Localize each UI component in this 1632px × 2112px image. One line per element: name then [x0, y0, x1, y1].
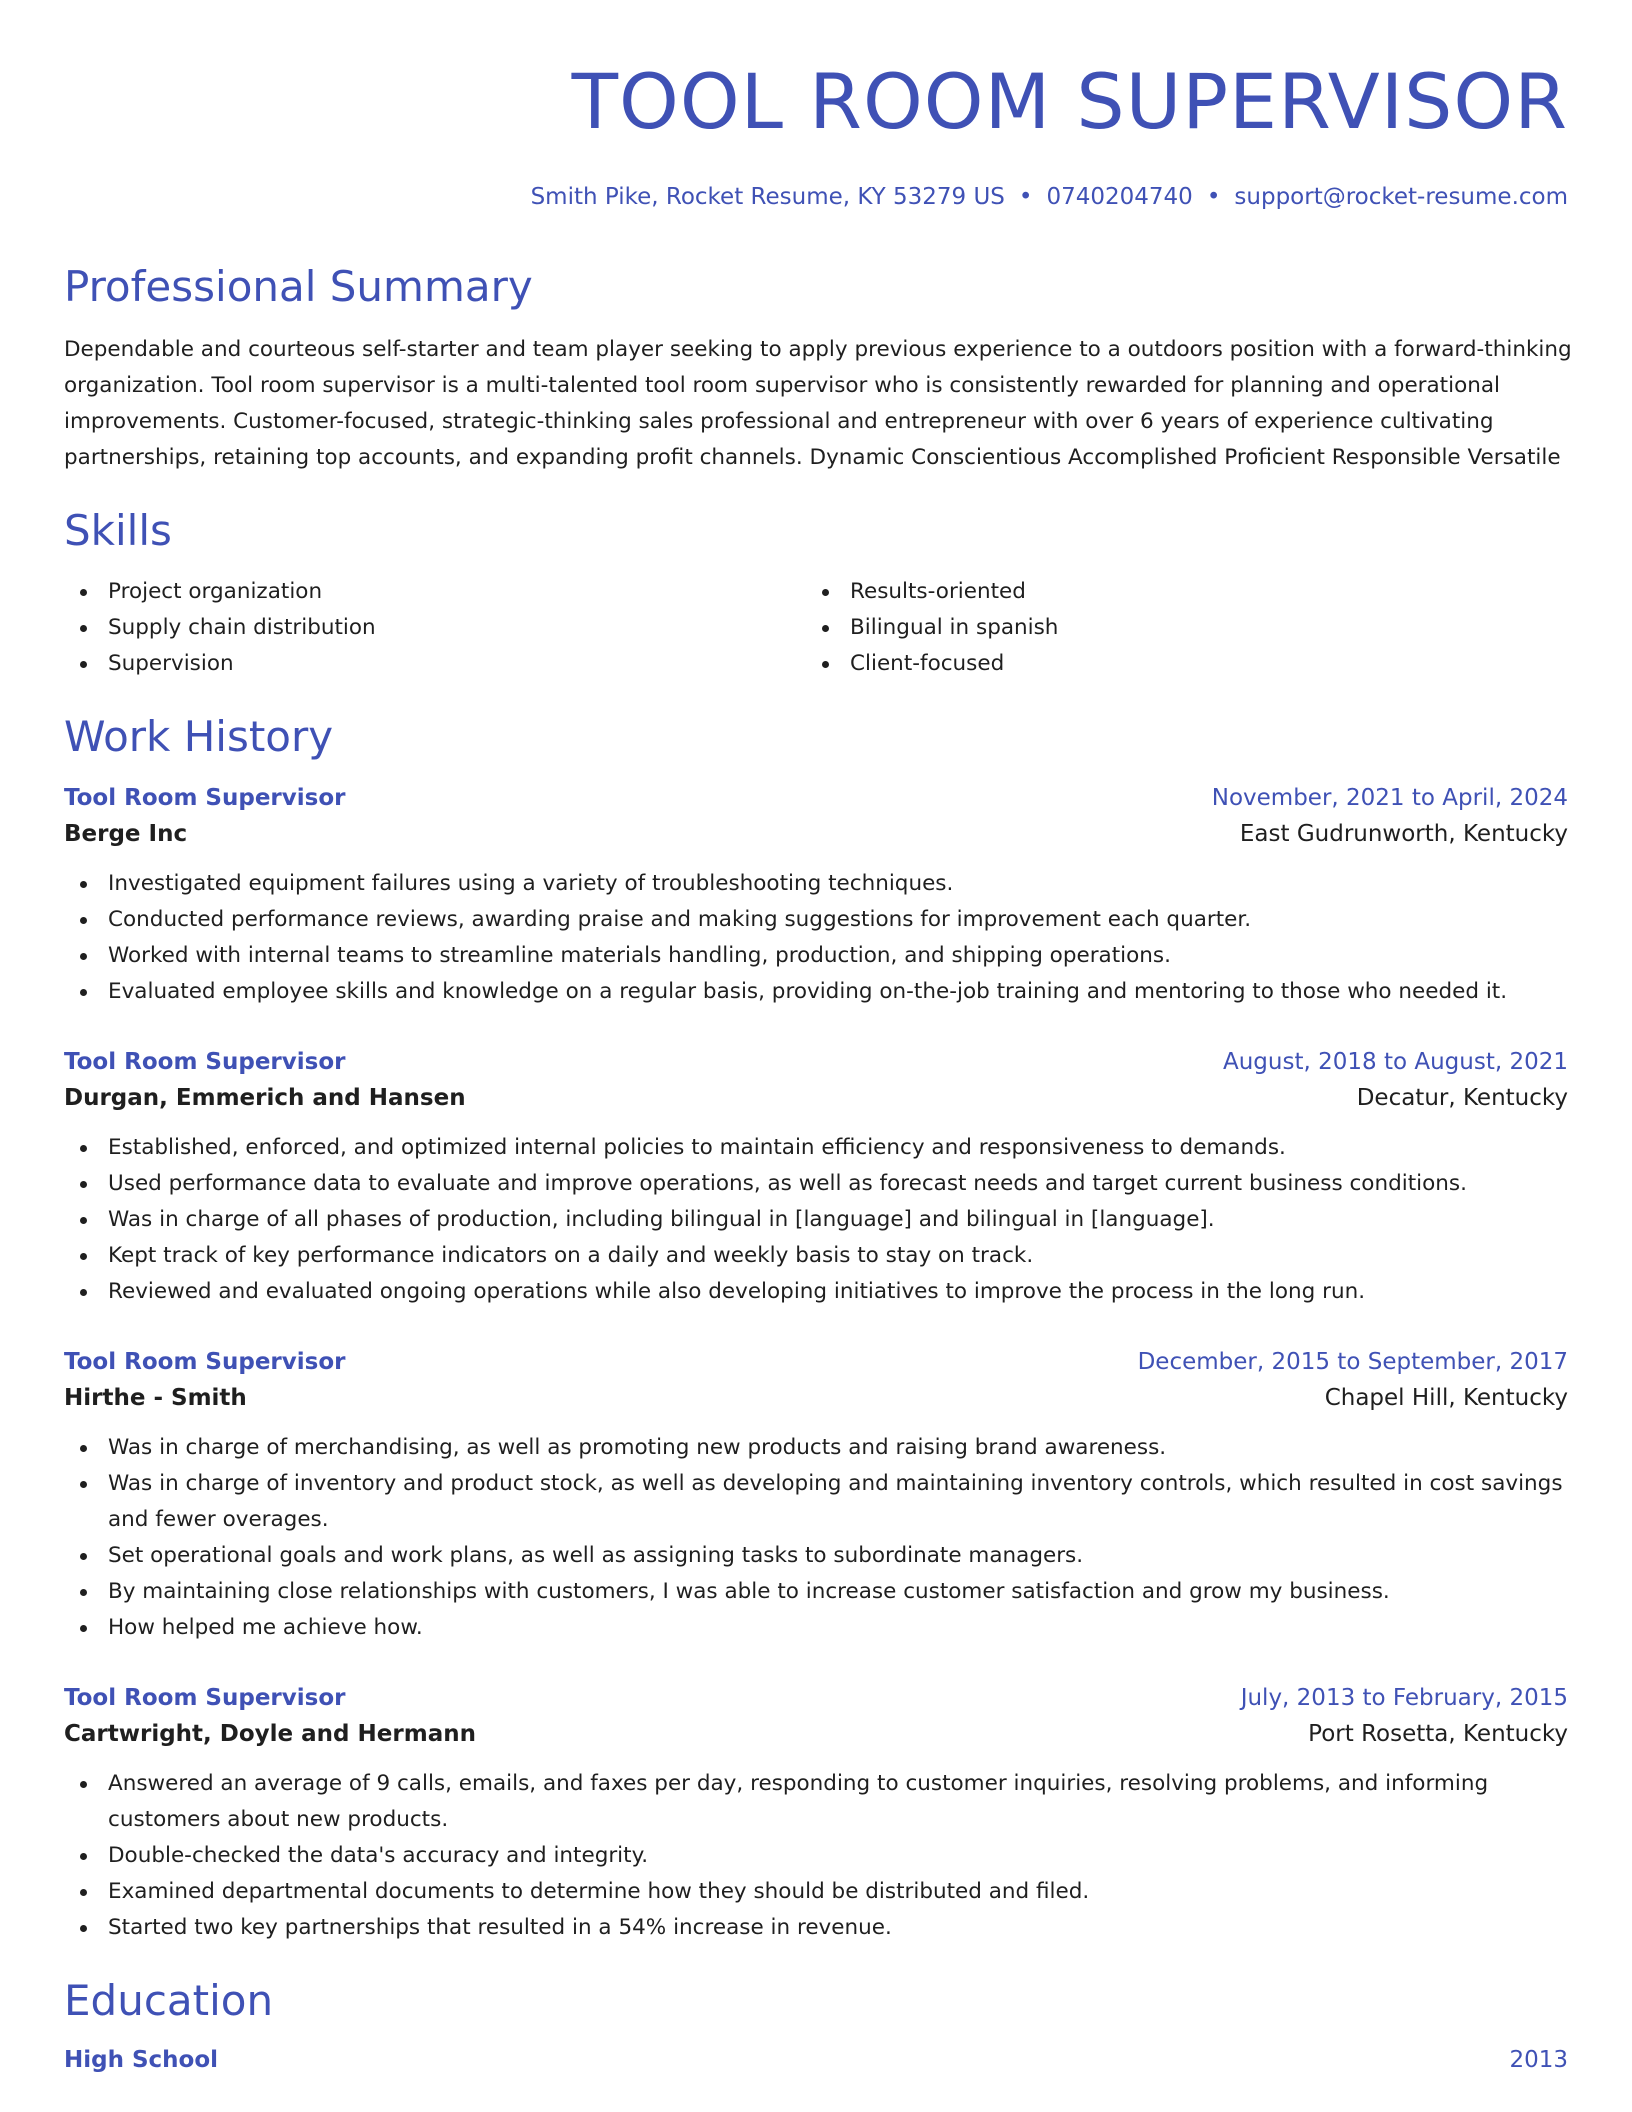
job-bullet: Was in charge of merchandising, as well as promoting new products and raising brand awareness.	[64, 1430, 1568, 1466]
summary-line: Dependable and courteous self-starter and team player seeking to apply previous experience to a outdoors position with a forward-thinking	[64, 337, 1572, 362]
job-dates: August, 2018 to August, 2021	[1223, 1049, 1568, 1075]
job-title: Tool Room Supervisor	[64, 1049, 346, 1075]
job-title-row	[64, 1682, 1568, 1714]
skill-item: Supply chain distribution	[64, 610, 806, 646]
education-year: 2013	[1509, 2047, 1568, 2073]
job-company-row	[64, 1714, 1568, 1754]
job-title-row	[64, 1046, 1568, 1078]
job-company-row	[64, 1078, 1568, 1118]
job-bullet: Reviewed and evaluated ongoing operations while also developing initiatives to improve the process in the long run.	[64, 1274, 1568, 1310]
contact-address: Smith Pike, Rocket Resume, KY 53279 US	[530, 184, 1005, 210]
skills-section	[64, 506, 1568, 682]
job-bullet: Was in charge of all phases of production, including bilingual in [language] and bilingual in [language].	[64, 1202, 1568, 1238]
skills-list-left	[64, 574, 806, 682]
contact-phone: 0740204740	[1046, 184, 1193, 210]
job-bullet: Investigated equipment failures using a variety of troubleshooting techniques.	[64, 866, 1568, 902]
candidate-title: TOOL ROOM SUPERVISOR	[571, 57, 1568, 146]
education-entry	[64, 2044, 1568, 2076]
job-bullet: Conducted performance reviews, awarding praise and making suggestions for improvement each quarter.	[64, 902, 1568, 938]
job-bullet: Established, enforced, and optimized internal policies to maintain efficiency and responsiveness to demands.	[64, 1130, 1568, 1166]
education-row	[64, 2044, 1568, 2076]
job-title: Tool Room Supervisor	[64, 1685, 346, 1711]
education-section	[64, 1976, 1568, 2076]
job-bullets	[64, 866, 1568, 1010]
summary-heading: Professional Summary	[64, 262, 533, 311]
education-title: High School	[64, 2047, 219, 2073]
job-company: Berge Inc	[64, 821, 188, 847]
job-entry	[64, 782, 1568, 1010]
job-company: Cartwright, Doyle and Hermann	[64, 1721, 476, 1747]
skill-item: Client-focused	[806, 646, 1568, 682]
job-bullets	[64, 1130, 1568, 1310]
job-bullet: How helped me achieve how.	[64, 1610, 1568, 1646]
job-bullets	[64, 1430, 1568, 1646]
summary-section	[64, 262, 1572, 476]
education-heading: Education	[64, 1976, 274, 2025]
job-bullet: Used performance data to evaluate and improve operations, as well as forecast needs and target current business conditions.	[64, 1166, 1568, 1202]
job-bullet: Set operational goals and work plans, as well as assigning tasks to subordinate managers.	[64, 1538, 1568, 1574]
job-dates: November, 2021 to April, 2024	[1211, 785, 1568, 811]
job-bullet: Kept track of key performance indicators on a daily and weekly basis to stay on track.	[64, 1238, 1568, 1274]
skills-list-right	[806, 574, 1568, 682]
job-location: Decatur, Kentucky	[1356, 1085, 1568, 1111]
job-bullet: Started two key partnerships that resulted in a 54% increase in revenue.	[64, 1910, 1568, 1946]
summary-text	[64, 332, 1572, 476]
job-dates: December, 2015 to September, 2017	[1137, 1349, 1568, 1375]
skill-item: Supervision	[64, 646, 806, 682]
job-company-row	[64, 814, 1568, 854]
job-company: Durgan, Emmerich and Hansen	[64, 1085, 466, 1111]
contact-email: support@rocket-resume.com	[1234, 184, 1568, 210]
job-location: Chapel Hill, Kentucky	[1324, 1385, 1568, 1411]
skill-item: Project organization	[64, 574, 806, 610]
job-location: East Gudrunworth, Kentucky	[1239, 821, 1568, 847]
contact-line	[64, 182, 1568, 212]
summary-line: improvements. Customer-focused, strategic-thinking sales professional and entrepreneur with over 6 years of experience cultivating	[64, 409, 1494, 434]
job-bullet: Examined departmental documents to determine how they should be distributed and filed.	[64, 1874, 1568, 1910]
job-entry	[64, 1682, 1568, 1946]
job-title-row	[64, 1346, 1568, 1378]
job-company-row	[64, 1378, 1568, 1418]
job-bullets	[64, 1766, 1568, 1946]
job-entry	[64, 1346, 1568, 1646]
job-entry	[64, 1046, 1568, 1310]
job-title: Tool Room Supervisor	[64, 1349, 346, 1375]
job-bullet: Worked with internal teams to streamline materials handling, production, and shipping operations.	[64, 938, 1568, 974]
job-company: Hirthe - Smith	[64, 1385, 247, 1411]
skill-item: Results-oriented	[806, 574, 1568, 610]
job-bullet: Evaluated employee skills and knowledge on a regular basis, providing on-the-job training and mentoring to those who needed it.	[64, 974, 1568, 1010]
skills-heading: Skills	[64, 506, 172, 555]
work-history-heading: Work History	[64, 712, 334, 761]
job-title: Tool Room Supervisor	[64, 785, 346, 811]
job-bullet: Answered an average of 9 calls, emails, and faxes per day, responding to customer inquiries, resolving problems, and informing customers about new products.	[64, 1766, 1568, 1838]
resume-header	[64, 0, 1568, 212]
job-bullet: By maintaining close relationships with customers, I was able to increase customer satisfaction and grow my business.	[64, 1574, 1568, 1610]
skills-grid	[64, 574, 1568, 682]
summary-line: organization. Tool room supervisor is a multi-talented tool room supervisor who is consistently rewarded for planning and operational	[64, 373, 1501, 398]
skill-item: Bilingual in spanish	[806, 610, 1568, 646]
job-bullet: Was in charge of inventory and product stock, as well as developing and maintaining inventory controls, which resulted in cost savings and fewer overages.	[64, 1466, 1568, 1538]
job-location: Port Rosetta, Kentucky	[1308, 1721, 1568, 1747]
contact-separator: •	[1018, 184, 1033, 210]
summary-line: partnerships, retaining top accounts, and expanding profit channels. Dynamic Conscientious Accomplished Proficient Responsible Versatile	[64, 445, 1561, 470]
job-bullet: Double-checked the data's accuracy and integrity.	[64, 1838, 1568, 1874]
contact-separator: •	[1206, 184, 1221, 210]
work-history-section	[64, 712, 1568, 1946]
job-dates: July, 2013 to February, 2015	[1240, 1685, 1568, 1711]
job-title-row	[64, 782, 1568, 814]
